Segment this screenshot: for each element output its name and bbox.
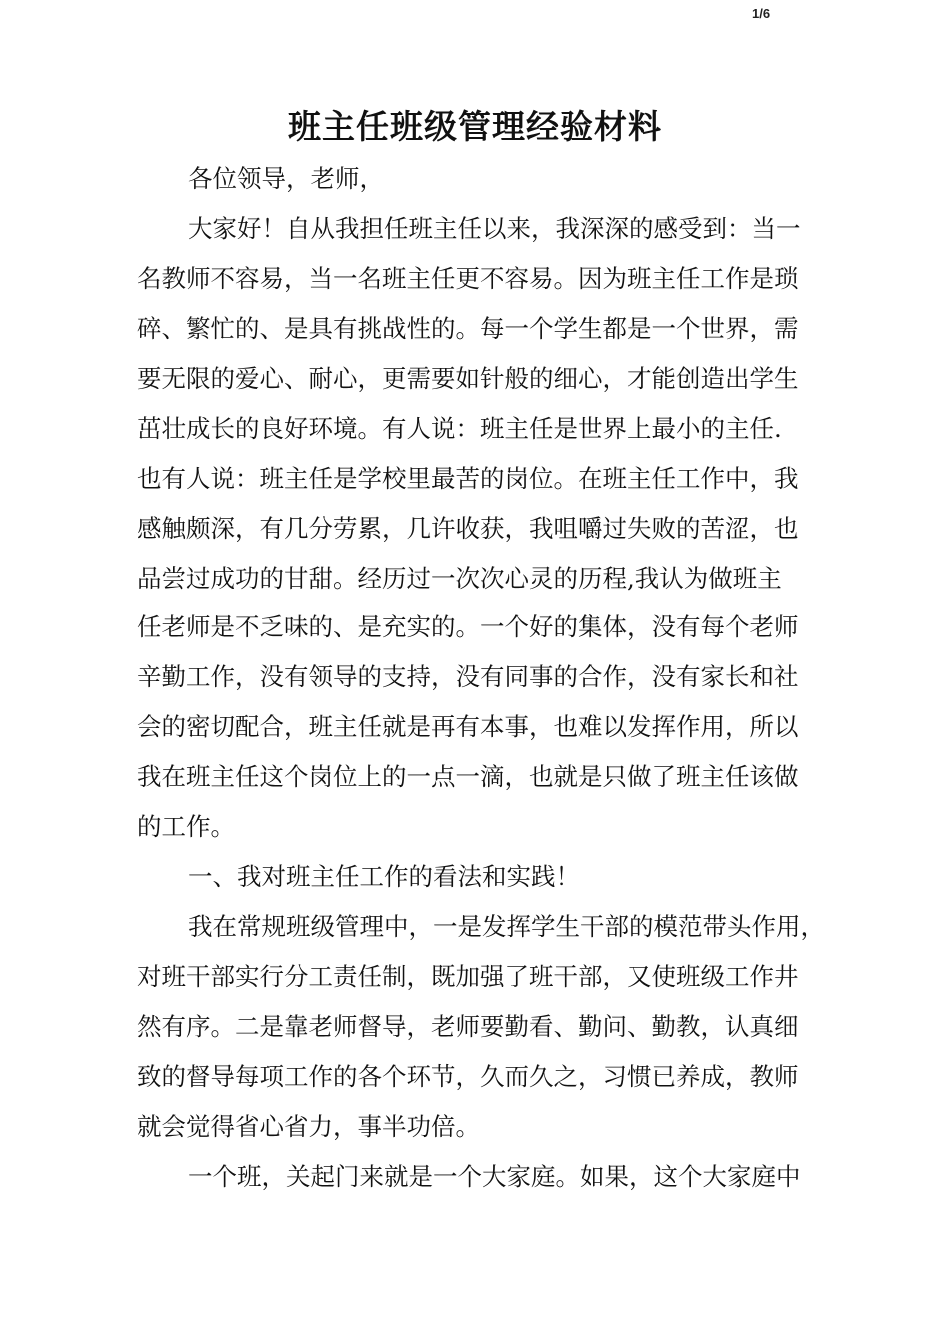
body-line: 大家好！自从我担任班主任以来，我深深的感受到：当一 <box>188 214 801 243</box>
body-line: 的工作。 <box>137 812 235 841</box>
body-line: 对班干部实行分工责任制，既加强了班干部，又使班级工作井 <box>137 962 799 991</box>
body-line: 任老师是不乏味的、是充实的。一个好的集体，没有每个老师 <box>137 612 799 641</box>
body-line: 名教师不容易，当一名班主任更不容易。因为班主任工作是琐 <box>137 264 799 293</box>
body-line: 然有序。二是靠老师督导，老师要勤看、勤问、勤教，认真细 <box>137 1012 799 1041</box>
body-line: 各位领导，老师， <box>188 164 384 193</box>
section-heading: 一、我对班主任工作的看法和实践！ <box>188 862 580 891</box>
document-title: 班主任班级管理经验材料 <box>288 107 662 146</box>
body-line: 我在常规班级管理中，一是发挥学生干部的模范带头作用， <box>188 912 825 941</box>
body-line: 我在班主任这个岗位上的一点一滴，也就是只做了班主任该做 <box>137 762 799 791</box>
body-line: 感触颇深，有几分劳累，几许收获，我咀嚼过失败的苦涩，也 <box>137 514 799 543</box>
body-line: 一个班，关起门来就是一个大家庭。如果，这个大家庭中 <box>188 1162 801 1191</box>
body-line: 也有人说：班主任是学校里最苦的岗位。在班主任工作中，我 <box>137 464 799 493</box>
page-number: 1/6 <box>752 6 771 21</box>
body-line: 致的督导每项工作的各个环节，久而久之，习惯已养成，教师 <box>137 1062 799 1091</box>
body-line: 就会觉得省心省力，事半功倍。 <box>137 1112 480 1141</box>
body-line: 会的密切配合，班主任就是再有本事，也难以发挥作用，所以 <box>137 712 799 741</box>
body-line: 辛勤工作，没有领导的支持，没有同事的合作，没有家长和社 <box>137 662 799 691</box>
body-line: 茁壮成长的良好环境。有人说：班主任是世界上最小的主任. <box>137 414 782 443</box>
body-line: 品尝过成功的甘甜。经历过一次次心灵的历程,我认为做班主 <box>137 564 782 593</box>
body-line: 要无限的爱心、耐心，更需要如针般的细心，才能创造出学生 <box>137 364 799 393</box>
body-line: 碎、繁忙的、是具有挑战性的。每一个学生都是一个世界，需 <box>137 314 799 343</box>
